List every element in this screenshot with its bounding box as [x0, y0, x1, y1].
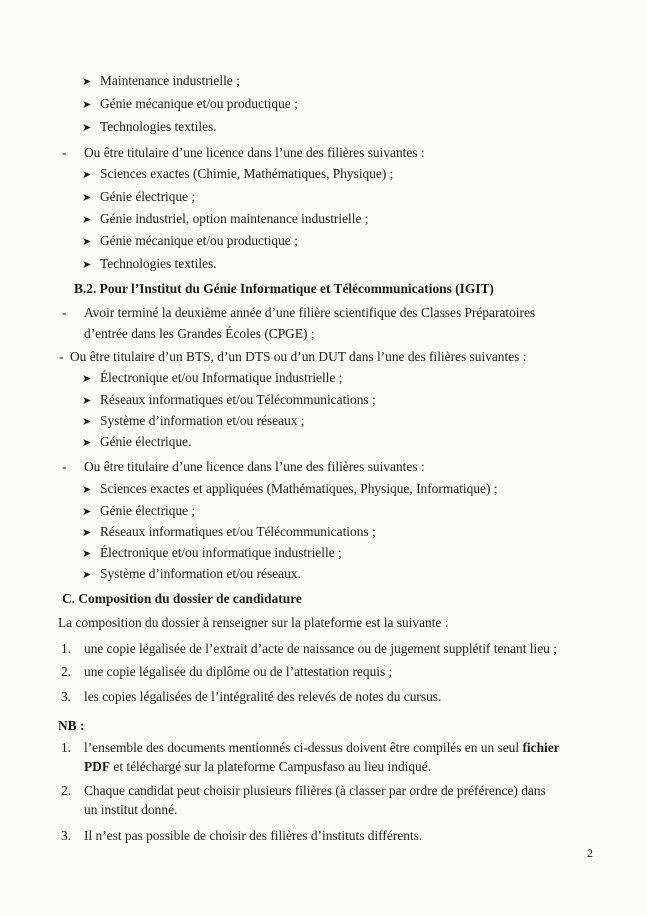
list-item [82, 392, 376, 409]
text-run: l’ensemble des documents mentionnés ci-dessus doivent être compilés en un seul [84, 740, 523, 755]
list-item-text: Système d’information et/ou réseaux ; [100, 413, 305, 428]
arrow-bullet-icon: ➤ [82, 548, 92, 560]
paragraph: Ou être titulaire d’une licence dans l’une des filières suivantes : [84, 145, 425, 160]
list-item-text: Technologies textiles. [100, 256, 217, 271]
list-item [82, 503, 195, 520]
list-number: 1. [61, 740, 72, 755]
text-run: et téléchargé sur la plateforme Campusfaso au lieu indiqué. [110, 759, 432, 774]
list-item-text: Génie électrique. [100, 434, 192, 449]
list-number: 2. [61, 664, 72, 679]
paragraph: d’entrée dans les Grandes Écoles (CPGE) ; [84, 326, 315, 341]
list-item [82, 189, 195, 206]
nb-heading: NB : [58, 718, 85, 733]
list-item [82, 524, 376, 541]
arrow-bullet-icon: ➤ [82, 99, 92, 111]
list-item-text: Génie électrique ; [100, 503, 196, 518]
list-item [82, 545, 342, 562]
list-item-text [84, 740, 560, 756]
list-number: 2. [61, 783, 72, 798]
list-item [82, 256, 217, 273]
list-item-text: Génie électrique ; [100, 189, 196, 204]
list-item [82, 413, 305, 430]
arrow-bullet-icon: ➤ [82, 236, 92, 248]
list-item [82, 119, 217, 136]
list-number: 1. [61, 641, 72, 656]
arrow-bullet-icon: ➤ [82, 484, 92, 496]
list-item-text: Il n’est pas possible de choisir des filières d’instituts différents. [84, 828, 423, 843]
list-item-text: Réseaux informatiques et/ou Télécommunications ; [100, 524, 376, 539]
arrow-bullet-icon: ➤ [82, 169, 92, 181]
list-item-text: Génie mécanique et/ou productique ; [100, 233, 298, 248]
bold-text-run: fichier [522, 740, 560, 755]
dash-bullet: - [59, 349, 64, 364]
section-heading: C. Composition du dossier de candidature [62, 591, 302, 606]
arrow-bullet-icon: ➤ [82, 259, 92, 271]
arrow-bullet-icon: ➤ [82, 373, 92, 385]
arrow-bullet-icon: ➤ [82, 214, 92, 226]
list-item-text: Génie mécanique et/ou productique ; [100, 96, 298, 111]
arrow-bullet-icon: ➤ [82, 192, 92, 204]
paragraph: La composition du dossier à renseigner sur la plateforme est la suivante : [58, 615, 449, 630]
list-item [82, 73, 240, 90]
list-item-text: un institut donné. [84, 802, 178, 817]
list-item-text: Électronique et/ou Informatique industrielle ; [100, 370, 343, 385]
arrow-bullet-icon: ➤ [82, 395, 92, 407]
list-item-text: une copie légalisée de l’extrait d’acte de naissance ou de jugement supplétif tenant lieu ; [84, 641, 557, 656]
list-item [82, 481, 498, 498]
list-item-text [84, 759, 431, 775]
paragraph: Ou être titulaire d’un BTS, d’un DTS ou d’un DUT dans l’une des filières suivantes : [70, 349, 527, 364]
list-item [82, 211, 369, 228]
dash-bullet: - [62, 305, 67, 320]
paragraph: Avoir terminé la deuxième année d’une filière scientifique des Classes Préparatoires [84, 305, 536, 320]
list-item [82, 434, 191, 451]
bold-text-run: PDF [84, 759, 111, 774]
page-number: 2 [587, 846, 593, 860]
list-item-text: Technologies textiles. [100, 119, 217, 134]
list-number: 3. [61, 689, 72, 704]
list-number: 3. [61, 828, 72, 843]
arrow-bullet-icon: ➤ [82, 416, 92, 428]
arrow-bullet-icon: ➤ [82, 569, 92, 581]
dash-bullet: - [62, 459, 67, 474]
list-item-text: Réseaux informatiques et/ou Télécommunications ; [100, 392, 376, 407]
list-item [82, 96, 298, 113]
arrow-bullet-icon: ➤ [82, 122, 92, 134]
arrow-bullet-icon: ➤ [82, 506, 92, 518]
list-item [82, 370, 342, 387]
list-item-text: Chaque candidat peut choisir plusieurs filières (à classer par ordre de préférence) dans [84, 783, 546, 798]
list-item-text: Système d’information et/ou réseaux. [100, 566, 301, 581]
arrow-bullet-icon: ➤ [82, 76, 92, 88]
list-item-text: Maintenance industrielle ; [100, 73, 240, 88]
list-item-text: Génie industriel, option maintenance industrielle ; [100, 211, 369, 226]
list-item [82, 166, 393, 183]
list-item [82, 566, 301, 583]
section-heading: B.2. Pour l’Institut du Génie Informatique et Télécommunications (IGIT) [74, 281, 494, 296]
list-item-text: Sciences exactes et appliquées (Mathématiques, Physique, Informatique) ; [100, 481, 498, 496]
list-item-text: les copies légalisées de l’intégralité des relevés de notes du cursus. [84, 689, 442, 704]
arrow-bullet-icon: ➤ [82, 527, 92, 539]
dash-bullet: - [62, 145, 67, 160]
list-item-text: une copie légalisée du diplôme ou de l’attestation requis ; [84, 664, 393, 679]
list-item-text: Sciences exactes (Chimie, Mathématiques, Physique) ; [100, 166, 394, 181]
arrow-bullet-icon: ➤ [82, 437, 92, 449]
list-item-text: Électronique et/ou informatique industrielle ; [100, 545, 342, 560]
paragraph: Ou être titulaire d’une licence dans l’une des filières suivantes : [84, 459, 425, 474]
list-item [82, 233, 298, 250]
